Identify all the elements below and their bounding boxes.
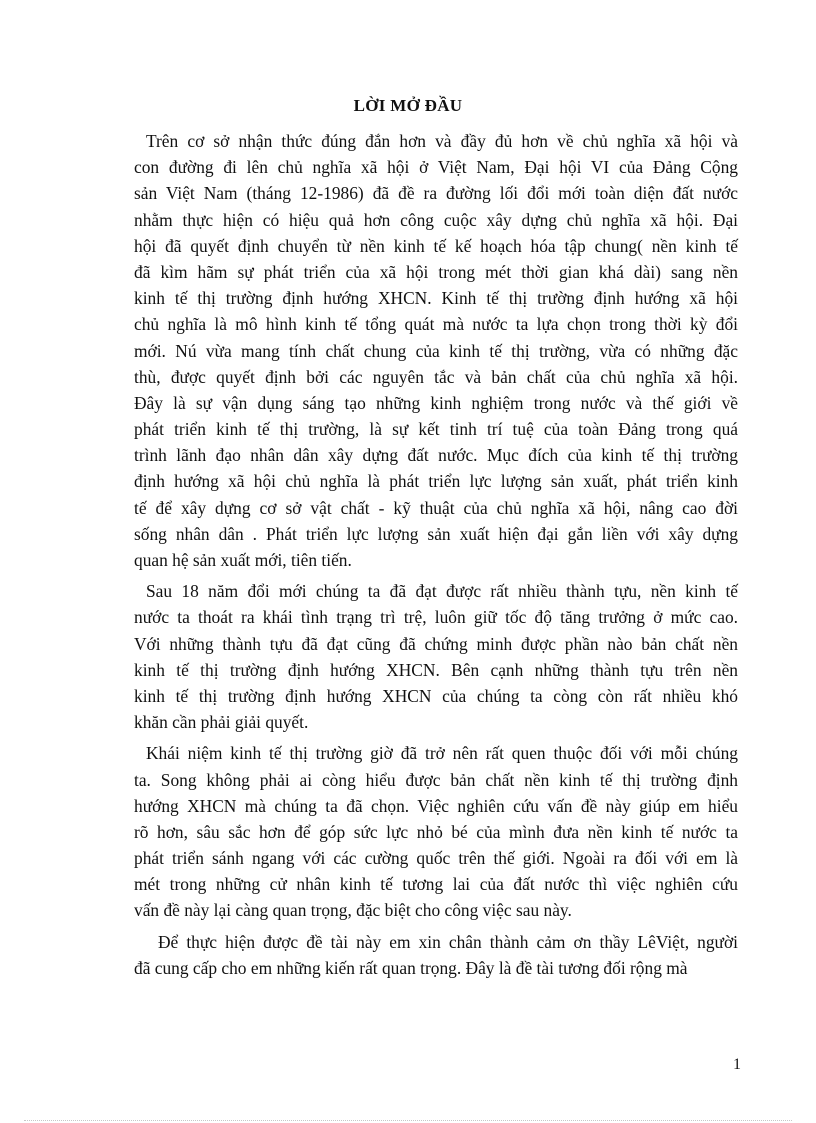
text-line: Để thực hiện được đề tài này em xin chân thành cảm ơn thầy LêViệt, người — [158, 931, 738, 952]
paragraph — [134, 929, 738, 981]
text-line: hội đã quyết định chuyển từ nền kinh tế kế hoạch hóa tập chung( nền kinh tế — [134, 235, 738, 256]
text-line: thù, được quyết định bởi các nguyên tắc và bản chất của chủ nghĩa xã hội. — [134, 366, 738, 387]
text-line: vấn đề này lại càng quan trọng, đặc biệt cho công việc sau này. — [134, 900, 572, 921]
text-line: định hướng xã hội chủ nghĩa là phát triển lực lượng sản xuất, phát triển kinh — [134, 471, 738, 492]
text-line: phát triển kinh tế thị trường, là sự kết tinh trí tuệ của toàn Đảng trong quá — [134, 419, 738, 440]
paragraph — [134, 128, 738, 573]
text-line: nước ta thoát ra khái tình trạng trì trệ, luôn giữ tốc độ tăng trưởng ở mức cao. — [134, 607, 738, 628]
text-line: con đường đi lên chủ nghĩa xã hội ở Việt Nam, Đại hội VI của Đảng Cộng — [134, 157, 738, 178]
text-line: Sau 18 năm đổi mới chúng ta đã đạt được rất nhiều thành tựu, nền kinh tế — [146, 581, 738, 602]
page-bottom-divider — [24, 1120, 792, 1121]
text-line: kinh tế thị trường định hướng XHCN. Bên cạnh những thành tựu trên nền — [134, 659, 738, 680]
text-line: sống nhân dân . Phát triển lực lượng sản xuất hiện đại gắn liền với xây dựng — [134, 523, 738, 544]
text-line: sản Việt Nam (tháng 12-1986) đã đề ra đường lối đổi mới toàn diện đất nước — [134, 183, 738, 204]
text-line: nhằm thực hiện có hiệu quả hơn công cuộc xây dựng chủ nghĩa xã hội. Đại — [134, 209, 738, 230]
paragraph — [134, 578, 738, 735]
text-line: kinh tế thị trường định hướng XHCN của chúng ta còng còn rất nhiều khó — [134, 685, 738, 706]
text-line: mới. Nú vừa mang tính chất chung của kinh tế thị trường, vừa có những đặc — [134, 340, 738, 361]
text-line: rõ hơn, sâu sắc hơn để góp sức lực nhỏ bé của mình đưa nền kinh tế nước ta — [134, 821, 738, 842]
page-title: LỜI MỞ ĐẦU — [353, 96, 463, 115]
text-line: đã kìm hãm sự phát triển của xã hội trong mét thời gian khá dài) sang nền — [134, 261, 738, 282]
text-line: Khái niệm kinh tế thị trường giờ đã trở nên rất quen thuộc đối với mỗi chúng — [146, 743, 738, 764]
text-line: quan hệ sản xuất mới, tiên tiến. — [134, 550, 352, 570]
text-line: ta. Song không phải ai còng hiểu được bản chất nền kinh tế thị trường định — [134, 769, 738, 790]
text-line: mét trong những cử nhân kinh tế tương lai của đất nước thì việc nghiên cứu — [134, 874, 738, 895]
document-body — [134, 128, 738, 981]
text-line: chủ nghĩa là mô hình kinh tế tổng quát mà nước ta lựa chọn trong thời kỳ đổi — [134, 314, 738, 335]
text-line: trình lãnh đạo nhân dân xây dựng đất nước. Mục đích của kinh tế thị trường — [134, 445, 738, 466]
page-number: 1 — [733, 1056, 741, 1073]
text-line: khăn cần phải giải quyết. — [134, 712, 309, 733]
text-line: đã cung cấp cho em những kiến rất quan trọng. Đây là đề tài tương đối rộng mà — [134, 957, 688, 978]
text-line: Đây là sự vận dụng sáng tạo những kinh nghiệm trong nước và thế giới về — [134, 392, 738, 413]
text-line: Trên cơ sở nhận thức đúng đắn hơn và đầy đủ hơn về chủ nghĩa xã hội và — [146, 131, 738, 151]
text-line: Với những thành tựu đã đạt cũng đã chứng minh được phần nào bản chất nền — [134, 633, 738, 654]
text-line: hướng XHCN mà chúng ta đã chọn. Việc nghiên cứu vấn đề này giúp em hiểu — [134, 795, 738, 816]
text-line: tế để xây dựng cơ sở vật chất - kỹ thuật của chủ nghĩa xã hội, nâng cao đời — [134, 497, 738, 518]
paragraph — [134, 740, 738, 923]
text-line: phát triển sánh ngang với các cường quốc trên thế giới. Ngoài ra đối với em là — [134, 848, 738, 869]
text-line: kinh tế thị trường định hướng XHCN. Kinh tế thị trường định hướng xã hội — [134, 288, 738, 309]
